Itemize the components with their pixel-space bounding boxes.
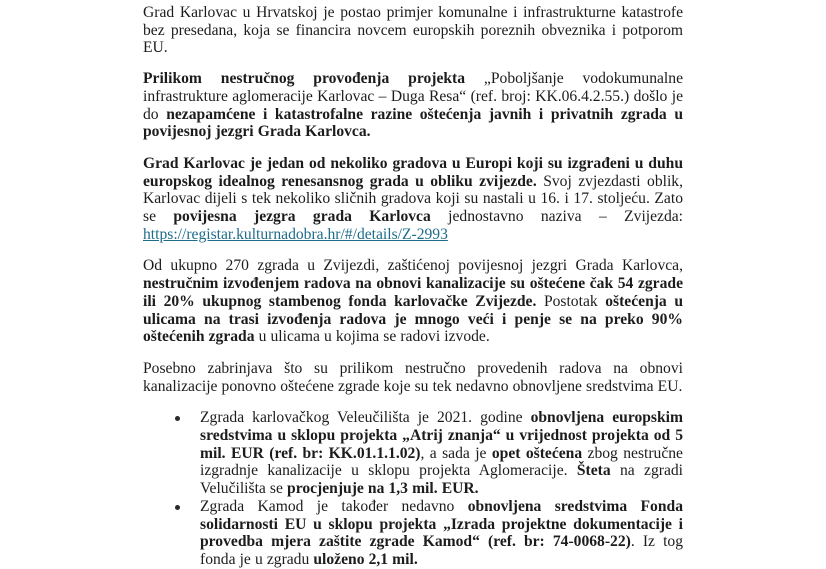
- text-run: Od ukupno 270 zgrada u Zvijezdi, zaštićenoj povijesnoj jezgri Grada Karlovca,: [143, 257, 683, 275]
- document-page: [143, 4, 683, 569]
- text-run: Grad Karlovac u Hrvatskoj je postao primjer komunalne i infrastrukturne katastrofe bez presedana, koja se financira novcem europskih poreznih obveznika i potporom EU.: [143, 4, 683, 57]
- bullet-icon: [175, 416, 180, 421]
- bullet-icon: [175, 505, 180, 510]
- bold-text: nestručnim izvođenjem radova na obnovi kanalizacije su oštećene čak 54 zgrade ili 20% ukupnog stambenog fonda karlovačke Zvijezde.: [143, 275, 683, 310]
- bold-text: Prilikom nestručnog provođenja projekta: [143, 70, 466, 88]
- text-run: u ulicama u kojima se radovi izvode.: [254, 328, 490, 346]
- text-run: Zgrada Kamod je također nedavno: [200, 497, 468, 515]
- bold-text: obnovljena sredstvima Fonda solidarnosti EU u sklopu projekta „Izrada projektne dokumentacije i provedba mjera zaštite zgrade Kamod“ (ref. br: 74-0068-22): [200, 497, 683, 551]
- register-link[interactable]: https://registar.kulturnadobra.hr/#/details/Z-2993: [143, 225, 448, 243]
- bold-text: povijesna jezgra grada Karlovca: [173, 208, 431, 226]
- bullet-item-veleuciliste: [143, 409, 683, 498]
- text-run: „Poboljšanje vodokumunalne infrastrukture aglomeracije Karlovac – Duga Resa“ (ref. broj: KK.06.4.2.55.) došlo je do: [143, 70, 683, 123]
- bullet-text: [200, 409, 683, 498]
- text-run: . Iz tog fonda je u zgradu: [200, 533, 683, 568]
- bold-text: Grad Karlovac je jedan od nekoliko gradova u Europi koji su izgrađeni u duhu europskog idealnog renesansnog grada u obliku zvijezde.: [143, 154, 683, 190]
- text-run: jednostavno naziva – Zvijezda:: [430, 208, 684, 226]
- text-run: Posebno zabrinjava što su prilikom nestručno provedenih radova na obnovi kanalizacije ponovno oštećene zgrade koje su tek nedavno obnovljene sredstvima EU.: [143, 359, 683, 395]
- text-run: zbog nestručne izgradnje kanalizacije u sklopu projekta Aglomeracije.: [200, 444, 683, 480]
- paragraph-star-city: [143, 155, 683, 244]
- bullet-item-kamod: [143, 498, 683, 569]
- bold-text: uloženo 2,1 mil.: [313, 550, 418, 568]
- text-run: Postotak: [536, 292, 606, 310]
- text-run: na zgradi Velučilišta se: [200, 462, 683, 498]
- paragraph-project: [143, 70, 683, 141]
- bold-text: opet oštećena: [491, 444, 583, 462]
- text-run: Zgrada karlovačkog Veleučilišta je 2021. godine: [200, 409, 531, 427]
- bold-text: procjenjuje na 1,3 mil. EUR.: [287, 480, 479, 498]
- bold-text: obnovljena europskim sredstvima u sklopu projekta „Atrij znanja“ u vrijednost projekta od 5 mil. EUR (ref. br: KK.01.1.1.02): [200, 409, 683, 462]
- paragraph-intro: [143, 4, 683, 57]
- text-run: , a sada je: [420, 444, 492, 462]
- bullet-text: [200, 498, 683, 569]
- paragraph-damage-stats: [143, 257, 683, 346]
- bold-text: Šteta: [576, 462, 611, 480]
- bullet-list: [143, 409, 683, 568]
- bold-text: oštećenja u ulicama na trasi izvođenja radova je mnogo veći i penje se na preko 90% oštećenih zgrada: [143, 292, 683, 346]
- text-run: Svoj zvjezdasti oblik, Karlovac dijeli s tek nekoliko sličnih gradova koji su nastali u 16. i 17. stoljeću. Zato se: [143, 172, 683, 226]
- bold-text: nezapamćene i katastrofalne razine oštećenja javnih i privatnih zgrada u povijesnoj jezgri Grada Karlovca.: [143, 105, 683, 141]
- paragraph-concern: [143, 360, 683, 395]
